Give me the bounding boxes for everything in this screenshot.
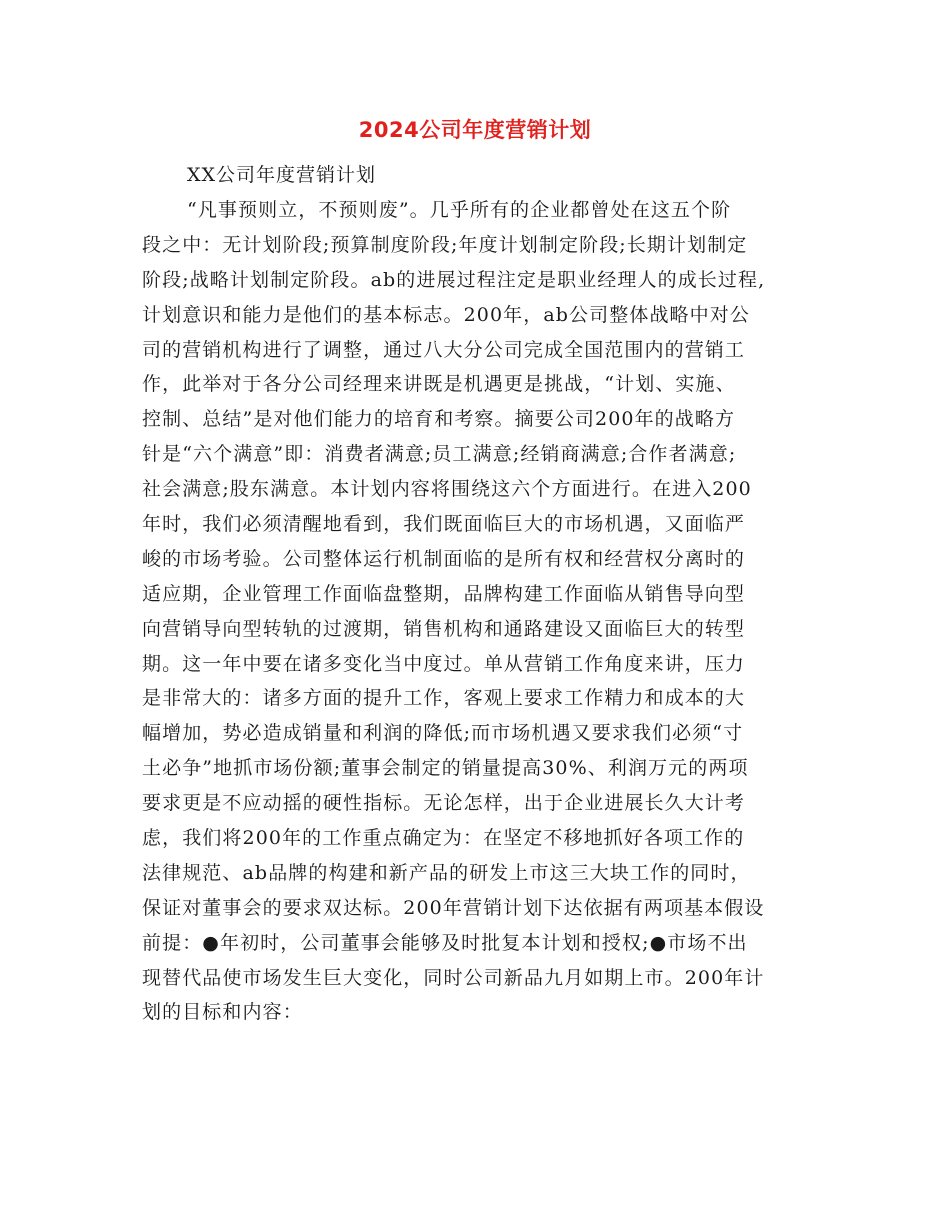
body-line: 社会满意;股东满意。本计划内容将围绕这六个方面进行。在进入200	[142, 478, 752, 501]
body-line: 向营销导向型转轨的过渡期，销售机构和通路建设又面临巨大的转型	[142, 617, 746, 640]
document-subtitle: XX公司年度营销计划	[187, 164, 377, 186]
body-line: 法律规范、ab品牌的构建和新产品的研发上市这三大块工作的同时，	[142, 861, 751, 884]
document-title: 2024公司年度营销计划	[358, 118, 592, 142]
body-line: 段之中：无计划阶段;预算制度阶段;年度计划制定阶段;长期计划制定	[142, 233, 748, 256]
body-line: 计划意识和能力是他们的基本标志。200年，ab公司整体战略中对公	[142, 303, 750, 326]
body-line: 要求更是不应动摇的硬性指标。无论怎样，出于企业进展长久大计考	[142, 792, 746, 815]
body-line: 现替代品使市场发生巨大变化，同时公司新品九月如期上市。200年计	[142, 966, 765, 989]
body-line: 前提：●年初时，公司董事会能够及时批复本计划和授权;●市场不出	[142, 931, 748, 954]
body-line: 是非常大的：诸多方面的提升工作，客观上要求工作精力和成本的大	[142, 687, 746, 710]
body-line: 控制、总结”是对他们能力的培育和考察。摘要公司200年的战略方	[142, 408, 736, 431]
body-line: 司的营销机构进行了调整，通过八大分公司完成全国范围内的营销工	[142, 338, 746, 361]
body-line: 划的目标和内容：	[142, 1001, 303, 1024]
body-line: 土必争”地抓市场份额;董事会制定的销量提高30%、利润万元的两项	[142, 757, 749, 780]
body-line: 保证对董事会的要求双达标。200年营销计划下达依据有两项基本假设	[142, 896, 765, 919]
body-line: 作，此举对于各分公司经理来讲既是机遇更是挑战，“计划、实施、	[142, 373, 736, 396]
body-text	[142, 193, 832, 1030]
body-line: “凡事预则立，不预则废”。几乎所有的企业都曾处在这五个阶	[187, 199, 732, 221]
body-line: 期。这一年中要在诸多变化当中度过。单从营销工作角度来讲，压力	[142, 652, 746, 675]
body-line: 虑，我们将200年的工作重点确定为：在坚定不移地抓好各项工作的	[142, 827, 745, 850]
body-line: 年时，我们必须清醒地看到，我们既面临巨大的市场机遇，又面临严	[142, 513, 746, 536]
body-line: 适应期，企业管理工作面临盘整期，品牌构建工作面临从销售导向型	[142, 582, 746, 605]
body-line: 峻的市场考验。公司整体运行机制面临的是所有权和经营权分离时的	[142, 547, 746, 570]
body-line: 针是“六个满意”即：消费者满意;员工满意;经销商满意;合作者满意;	[142, 443, 737, 466]
body-line: 阶段;战略计划制定阶段。ab的进展过程注定是职业经理人的成长过程,	[142, 268, 766, 291]
body-line: 幅增加，势必造成销量和利润的降低;而市场机遇又要求我们必须“寸	[142, 722, 744, 745]
